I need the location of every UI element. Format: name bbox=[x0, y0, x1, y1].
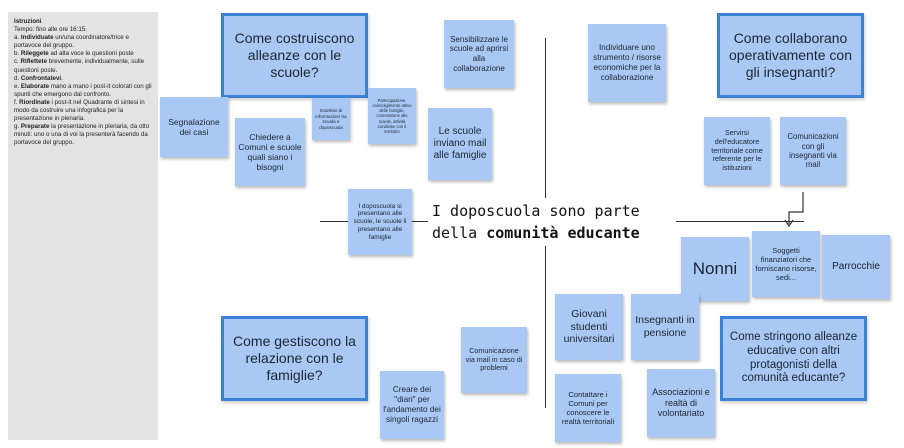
sticky-note[interactable]: Insegnanti in pensione bbox=[631, 294, 699, 360]
sticky-note[interactable]: Servirsi dell'educatore territoriale come referente per le istituzioni bbox=[704, 117, 770, 185]
sticky-note[interactable]: Comunicazione via mail in caso di problemi bbox=[461, 327, 527, 393]
arrow-connector-icon bbox=[775, 190, 805, 230]
instruction-line: a. Individuate un/una coordinatore/trice e portavoce del gruppo. bbox=[14, 34, 129, 50]
instructions-panel bbox=[8, 12, 158, 440]
sticky-note[interactable]: Segnalazione dei casi bbox=[160, 97, 228, 157]
instructions-list bbox=[14, 26, 152, 147]
instruction-line: f. Riordinate i post-it nel Quadrante di sintesi in modo da costruire una infografica per la presentazione in plenaria. bbox=[14, 98, 145, 123]
sticky-note[interactable]: Contattare i Comuni per conoscere le realtà territoriali bbox=[555, 374, 621, 442]
instruction-line: d. Confrontatevi. bbox=[14, 74, 63, 82]
sticky-note[interactable]: Soggetti finanziatori che forniscano risorse, sedi... bbox=[752, 231, 820, 297]
central-theme-title bbox=[428, 198, 676, 246]
sticky-note[interactable]: Associazioni e realtà di volontariato bbox=[647, 369, 715, 437]
sticky-note[interactable]: Comunicazioni con gli insegnanti via mail bbox=[780, 117, 846, 185]
sticky-note[interactable]: Chiedere a Comuni e scuole quali siano i bisogni bbox=[235, 118, 305, 186]
instruction-line: Tempo: fino alle ore 16:15. bbox=[14, 26, 87, 34]
sticky-note[interactable]: I doposcuola si presentano alle scuole, le scuole li presentano alle famiglie bbox=[348, 189, 412, 255]
sticky-note[interactable]: Creare dei "diari" per l'andamento dei singoli ragazzi bbox=[380, 371, 444, 439]
question-note-families[interactable]: Come gestiscono la relazione con le famiglie? bbox=[221, 316, 368, 401]
instruction-line: b. Rileggete ad alta voce le questioni poste bbox=[14, 50, 134, 58]
sticky-note[interactable]: Giovani studenti universitari bbox=[555, 294, 623, 360]
sticky-note[interactable]: Individuare uno strumento / risorse economiche per la collaborazione bbox=[588, 24, 666, 102]
sticky-note[interactable]: Sensibilizzare le scuole ad aprirsi alla collaborazione bbox=[444, 20, 514, 88]
instruction-line: c. Riflettete brevemente, individualmente, sulle questioni poste. bbox=[14, 58, 145, 74]
sticky-note[interactable]: Parrocchie bbox=[822, 235, 890, 299]
question-note-community[interactable]: Come stringono alleanze educative con altri protagonisti della comunità educante? bbox=[720, 316, 867, 401]
central-theme-line2: della comunità educante bbox=[432, 224, 640, 242]
sticky-note[interactable]: Scambio di informazioni tra scuola e doposcuola bbox=[312, 98, 350, 140]
question-note-schools[interactable]: Come costruiscono alleanze con le scuole? bbox=[221, 13, 368, 98]
sticky-note[interactable]: Nonni bbox=[681, 237, 749, 301]
central-theme-line1: I doposcuola sono parte bbox=[432, 202, 640, 220]
instruction-line: g. Preparate la presentazione in plenaria, da otto minuti: uno o una di voi la presenterà facendo da portavoce del gruppo. bbox=[14, 123, 150, 147]
sticky-note[interactable]: Partecipazione, coinvolgimento attivo delle famiglie, connessione alle scuole, attività condivise con il territorio bbox=[368, 88, 416, 144]
question-note-teachers[interactable]: Come collaborano operativamente con gli insegnanti? bbox=[717, 13, 864, 98]
instructions-title: Istruzioni bbox=[14, 18, 42, 25]
instruction-line: e. Elaborate mano a mano i post-it colorati con gli spunti che emergono dal confronto. bbox=[14, 82, 152, 98]
sticky-note[interactable]: Le scuole inviano mail alle famiglie bbox=[428, 108, 492, 180]
central-theme-emphasis: comunità educante bbox=[486, 224, 640, 242]
